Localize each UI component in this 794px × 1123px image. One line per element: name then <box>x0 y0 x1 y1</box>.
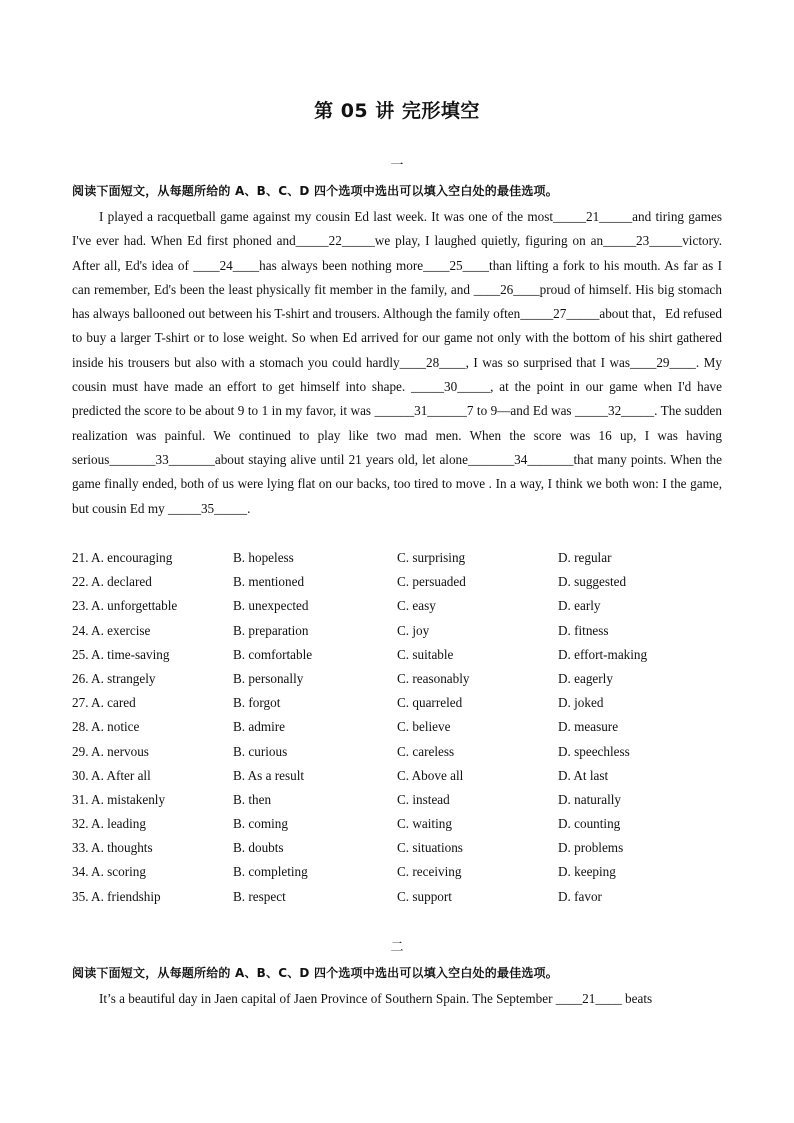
option-d[interactable]: D. suggested <box>558 574 627 590</box>
option-c[interactable]: C. support <box>397 888 452 904</box>
question-row <box>72 619 722 643</box>
question-row <box>72 860 722 884</box>
section-1-instruction: 阅读下面短文，从每题所给的 A、B、C、D 四个选项中选出可以填入空白处的最佳选项。 <box>72 184 558 198</box>
option-a[interactable]: 26. A. strangely <box>72 670 156 686</box>
option-a[interactable]: 22. A. declared <box>72 574 152 590</box>
option-b[interactable]: B. curious <box>233 743 288 759</box>
question-row <box>72 885 722 909</box>
option-b[interactable]: B. then <box>233 791 272 807</box>
option-d[interactable]: D. regular <box>558 550 612 565</box>
option-c[interactable]: C. surprising <box>397 550 466 565</box>
option-d[interactable]: D. counting <box>558 816 621 832</box>
question-row <box>72 546 722 570</box>
option-d[interactable]: D. eagerly <box>558 670 613 686</box>
page-title: 第 05 讲 完形填空 <box>314 100 480 122</box>
option-b[interactable]: B. personally <box>233 670 304 686</box>
section-2-instruction: 阅读下面短文，从每题所给的 A、B、C、D 四个选项中选出可以填入空白处的最佳选项。 <box>72 966 558 980</box>
section-2-number: 二 <box>390 940 404 955</box>
option-a[interactable]: 24. A. exercise <box>72 622 151 638</box>
option-a[interactable]: 31. A. mistakenly <box>72 791 166 807</box>
option-b[interactable]: B. doubts <box>233 840 284 856</box>
question-row <box>72 812 722 836</box>
option-d[interactable]: D. speechless <box>558 743 630 759</box>
option-a[interactable]: 21. A. encouraging <box>72 550 173 565</box>
option-d[interactable]: D. effort-making <box>558 646 648 662</box>
option-c[interactable]: C. situations <box>397 840 463 856</box>
option-d[interactable]: D. At last <box>558 767 609 783</box>
option-d[interactable]: D. early <box>558 598 601 614</box>
question-row <box>72 740 722 764</box>
question-row <box>72 643 722 667</box>
option-b[interactable]: B. hopeless <box>233 550 294 565</box>
option-b[interactable]: B. mentioned <box>233 574 305 590</box>
option-a[interactable]: 29. A. nervous <box>72 743 149 759</box>
option-b[interactable]: B. completing <box>233 864 308 880</box>
option-c[interactable]: C. suitable <box>397 646 454 662</box>
option-c[interactable]: C. easy <box>397 598 436 614</box>
option-c[interactable]: C. waiting <box>397 816 452 832</box>
option-d[interactable]: D. favor <box>558 888 602 904</box>
option-a[interactable]: 23. A. unforgettable <box>72 598 178 614</box>
option-c[interactable]: C. Above all <box>397 767 464 783</box>
option-d[interactable]: D. fitness <box>558 622 609 638</box>
option-c[interactable]: C. instead <box>397 791 450 807</box>
option-d[interactable]: D. naturally <box>558 791 621 807</box>
option-a[interactable]: 34. A. scoring <box>72 864 146 880</box>
option-b[interactable]: B. unexpected <box>233 598 309 614</box>
option-a[interactable]: 33. A. thoughts <box>72 840 153 856</box>
option-a[interactable]: 32. A. leading <box>72 816 146 832</box>
option-c[interactable]: C. reasonably <box>397 670 470 686</box>
option-c[interactable]: C. persuaded <box>397 574 466 590</box>
option-c[interactable]: C. quarreled <box>397 695 463 711</box>
option-b[interactable]: B. forgot <box>233 695 281 711</box>
question-row <box>72 691 722 715</box>
question-row <box>72 836 722 860</box>
question-row <box>72 667 722 691</box>
option-d[interactable]: D. measure <box>558 719 619 735</box>
section-2-passage: It’s a beautiful day in Jaen capital of Jaen Province of Southern Spain. The September ____21____ beats <box>99 991 653 1006</box>
option-b[interactable]: B. comfortable <box>233 646 313 662</box>
option-b[interactable]: B. admire <box>233 719 286 735</box>
section-1-number: 一 <box>390 158 404 173</box>
option-c[interactable]: C. joy <box>397 622 430 638</box>
option-b[interactable]: B. coming <box>233 816 288 832</box>
option-b[interactable]: B. As a result <box>233 767 305 783</box>
option-a[interactable]: 35. A. friendship <box>72 888 161 904</box>
option-a[interactable]: 30. A. After all <box>72 767 151 783</box>
option-a[interactable]: 25. A. time-saving <box>72 646 170 662</box>
option-c[interactable]: C. receiving <box>397 864 462 880</box>
section-1-passage: I played a racquetball game against my cousin Ed last week. It was one of the most_____21_____and tiring games I've ever had. When Ed first phoned and_____22_____we play, I laughed quietly, figuring on an_____23_____victory. After all, Ed's idea of ____24____has always been nothing more____25____than lifting a fork to his mouth. As far as I can remember, Ed's been the least physically fit member in the family, and ____26____proud of himself. His big stomach has always ballooned out between his T-shirt and trousers. Although the family often_____27_____about that，Ed refused to buy a larger T-shirt or to lose weight. So when Ed arrived for our game not only with the bottom of his shirt gathered inside his trousers but also with a stomach you could hardly____28____, I was so surprised that I was____29____. My cousin must have made an effort to get himself into shape. _____30_____, at the point in our game when I'd have predicted the score to be about 9 to 1 in my favor, it was ______31______7 to 9—and Ed was _____32_____. The sudden realization was painful. We continued to play like two mad men. When the score was 16 up, I was having serious_______33_______about staying alive until 21 years old, let alone_______34_______that many points. When the game finally ended, both of us were lying flat on our backs, too tired to move . In a way, I think we both won: I the game, but cousin Ed my _____35_____. <box>72 209 722 516</box>
option-c[interactable]: C. believe <box>397 719 451 735</box>
option-b[interactable]: B. respect <box>233 888 286 904</box>
question-row <box>72 764 722 788</box>
question-row <box>72 788 722 812</box>
option-a[interactable]: 28. A. notice <box>72 719 140 735</box>
question-row <box>72 570 722 594</box>
option-d[interactable]: D. joked <box>558 695 604 711</box>
option-d[interactable]: D. keeping <box>558 864 616 880</box>
option-a[interactable]: 27. A. cared <box>72 695 136 711</box>
option-d[interactable]: D. problems <box>558 840 624 856</box>
section-1-options <box>72 546 722 909</box>
question-row <box>72 594 722 618</box>
question-row <box>72 715 722 739</box>
option-b[interactable]: B. preparation <box>233 622 309 638</box>
option-c[interactable]: C. careless <box>397 743 455 759</box>
